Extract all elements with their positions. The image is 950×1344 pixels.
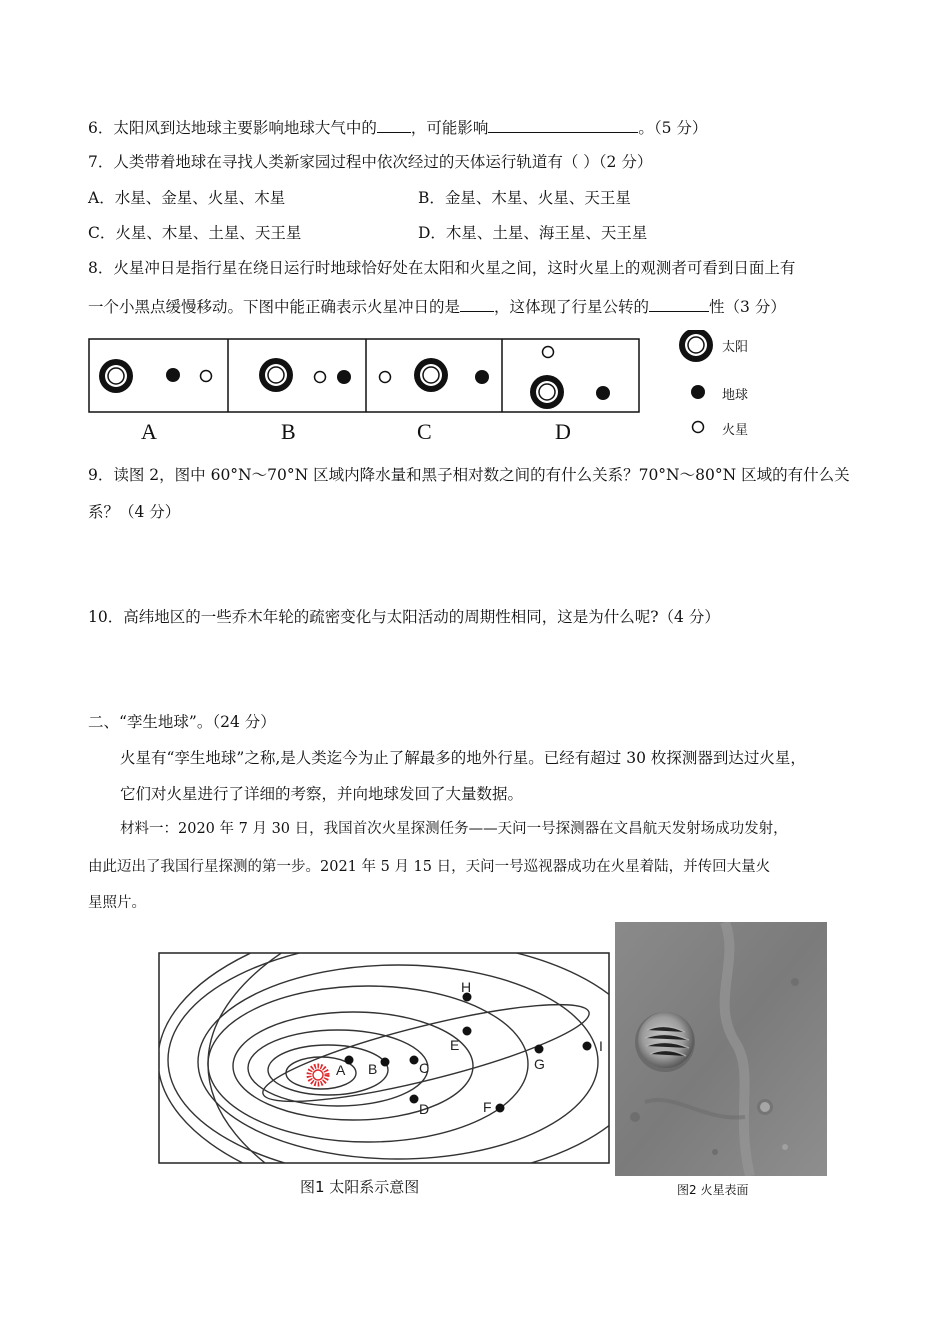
section-2-para1: 火星有“孪生地球”之称,是人类迄今为止了解最多的地外行星。已经有超过 30 枚探测器到达过火星，: [120, 749, 806, 767]
answer-blank: [377, 117, 411, 133]
legend: [679, 330, 713, 433]
answer-blank: [460, 296, 494, 312]
question-9-line1: 9．读图 2，图中 60°N～70°N 区域内降水量和黑子相对数之间的有什么关系？70°N～80°N 区域的有什么关: [88, 466, 850, 484]
mars-icon: [201, 371, 212, 382]
material-1-line1: 材料一：2020 年 7 月 30 日，我国首次火星探测任务——天问一号探测器在文昌航天发射场成功发射，: [120, 821, 788, 837]
sun-icon: [259, 358, 293, 392]
option-b: B．金星、木星、火星、天王星: [418, 189, 631, 207]
material-1-line2: 由此迈出了我国行星探测的第一步。2021 年 5 月 15 日，天问一号巡视器成功在火星着陆，并传回大量火: [88, 859, 771, 875]
mars-icon: [315, 372, 326, 383]
panel-label-d: D: [555, 419, 571, 444]
svg-text:G: G: [534, 1056, 545, 1072]
solar-system-figure: [158, 952, 610, 1166]
earth-icon: [337, 370, 351, 384]
figure-1-caption: 图1 太阳系示意图: [300, 1178, 420, 1196]
svg-text:F: F: [483, 1099, 492, 1115]
section-2-title: 二、“孪生地球”。（24 分）: [88, 713, 276, 731]
answer-blank: [488, 117, 638, 133]
section-2-para2: 它们对火星进行了详细的考察，并向地球发回了大量数据。: [120, 785, 524, 803]
mars-surface-photo: [615, 922, 827, 1176]
panel-d: [530, 347, 610, 410]
svg-text:A: A: [336, 1062, 346, 1078]
sun-icon: [414, 358, 448, 392]
earth-icon: [166, 368, 180, 382]
svg-text:D: D: [419, 1101, 430, 1117]
panel-label-c: C: [417, 419, 432, 444]
earth-icon: [596, 386, 610, 400]
svg-text:I: I: [599, 1038, 603, 1054]
sun-icon: [530, 375, 564, 409]
answer-blank: [649, 296, 709, 312]
earth-icon: [691, 385, 705, 399]
option-a: A．水星、金星、火星、木星: [88, 189, 286, 207]
earth-icon: [475, 370, 489, 384]
svg-text:B: B: [368, 1061, 378, 1077]
mars-icon: [693, 422, 704, 433]
question-8-line2: 一个小黑点缓慢移动。下图中能正确表示火星冲日的是 ，这体现了行星公转的 性（3 分）: [88, 298, 786, 316]
panel-label-a: A: [141, 419, 157, 444]
sun-icon: [679, 330, 713, 362]
question-10: 10．高纬地区的一些乔木年轮的疏密变化与太阳活动的周期性相同，这是为什么呢?（4 分）: [88, 608, 720, 626]
figure-2-caption: 图2 火星表面: [677, 1183, 749, 1197]
mars-icon: [380, 372, 391, 383]
option-c: C．火星、木星、土星、天王星: [88, 224, 302, 242]
panel-c: [380, 358, 490, 392]
legend-mars-label: 火星: [722, 423, 749, 438]
planet-g: [534, 1045, 545, 1073]
panel-b: [259, 358, 351, 392]
question-6: 6．太阳风到达地球主要影响地球大气中的 ，可能影响 。（5 分）: [88, 119, 708, 137]
svg-text:H: H: [461, 979, 472, 995]
mars-icon: [543, 347, 554, 358]
material-1-line3: 星照片。: [88, 895, 146, 911]
question-7: 7．人类带着地球在寻找人类新家园过程中依次经过的天体运行轨道有（ ）（2 分）: [88, 153, 653, 171]
svg-text:C: C: [419, 1060, 430, 1076]
question-8-line1: 8．火星冲日是指行星在绕日运行时地球恰好处在太阳和火星之间，这时火星上的观测者可看到日面上有: [88, 259, 796, 277]
sun-icon: [99, 359, 133, 393]
option-d: D．木星、土星、海王星、天王星: [418, 224, 648, 242]
legend-sun-label: 太阳: [722, 340, 749, 355]
svg-text:E: E: [450, 1037, 460, 1053]
panel-label-b: B: [281, 419, 296, 444]
question-9-line2: 系？（4 分）: [88, 503, 181, 521]
legend-earth-label: 地球: [722, 388, 749, 403]
panel-a: [99, 359, 212, 393]
